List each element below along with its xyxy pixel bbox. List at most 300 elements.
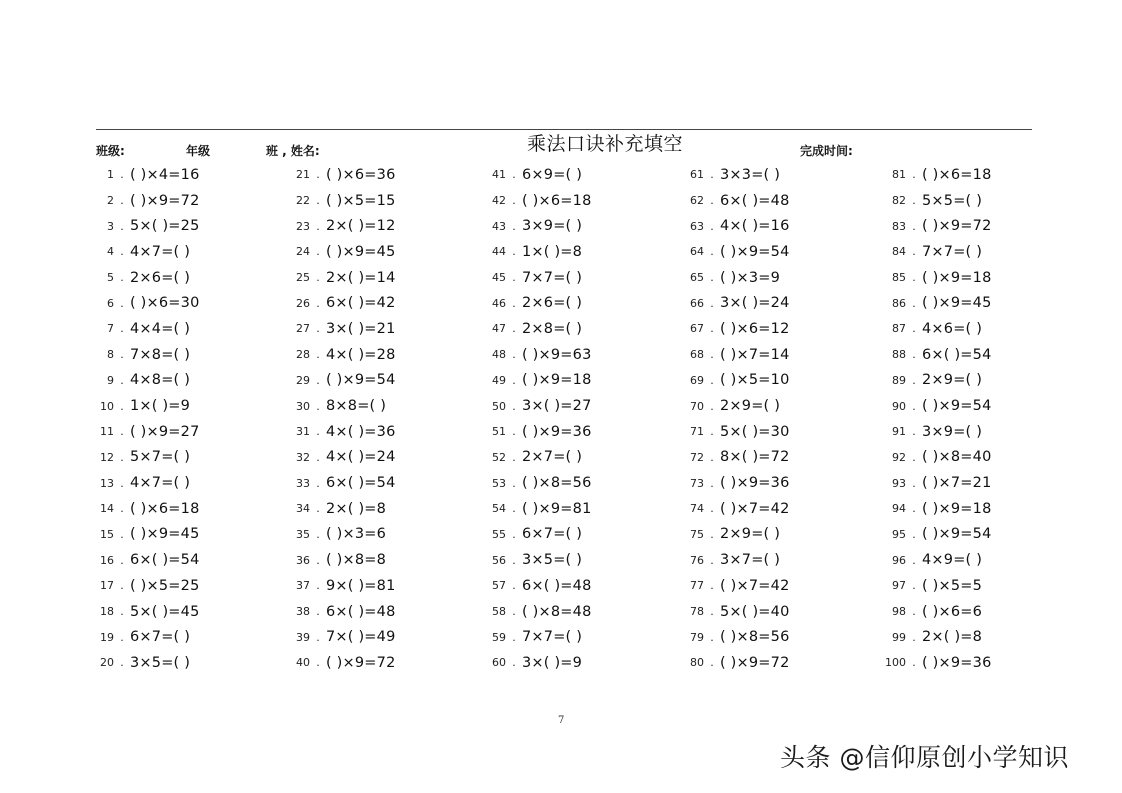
problem-number: 32: [296, 450, 310, 464]
problem-number-dot: .: [912, 579, 916, 593]
problem-expression: ( )×6=30: [130, 295, 200, 312]
problem-number-dot: .: [120, 245, 124, 259]
problem-number: 66: [690, 296, 704, 310]
problem-row: [96, 188, 286, 214]
problem-row: [482, 188, 672, 214]
problem-row: [96, 419, 286, 445]
name-label: 班 , 姓名:: [266, 144, 320, 158]
problem-row: [286, 547, 476, 573]
problem-number-dot: .: [316, 399, 320, 413]
problem-number-dot: .: [120, 348, 124, 362]
problem-expression: 2×( )=8: [326, 500, 387, 517]
problem-expression: 3×9=( ): [922, 423, 983, 440]
problem-row: [680, 445, 870, 471]
problem-row: [680, 496, 870, 522]
problem-number: 1: [107, 168, 114, 182]
problem-row: [876, 522, 1066, 548]
problem-row: [482, 547, 672, 573]
problem-row: [482, 650, 672, 676]
problem-number-dot: .: [512, 168, 516, 182]
problem-number: 60: [492, 656, 506, 670]
problem-expression: 3×5=( ): [522, 552, 583, 569]
problem-expression: ( )×9=54: [326, 372, 396, 389]
problem-number: 75: [690, 527, 704, 541]
problem-number-dot: .: [912, 476, 916, 490]
problem-number-dot: .: [912, 296, 916, 310]
problem-row: [680, 342, 870, 368]
problem-expression: ( )×9=18: [522, 372, 592, 389]
problem-number: 100: [885, 656, 906, 670]
problem-expression: ( )×9=72: [922, 218, 992, 235]
problem-expression: 3×( )=27: [522, 398, 592, 415]
problem-row: [876, 470, 1066, 496]
problem-number-dot: .: [316, 194, 320, 208]
problem-number-dot: .: [512, 322, 516, 336]
page-number: 7: [558, 715, 565, 726]
problem-number: 55: [492, 527, 506, 541]
problem-expression: ( )×9=81: [522, 500, 592, 517]
problem-expression: 1×( )=8: [522, 243, 583, 260]
problem-number-dot: .: [512, 194, 516, 208]
problem-number-dot: .: [316, 373, 320, 387]
problem-number: 72: [690, 450, 704, 464]
problem-row: [680, 624, 870, 650]
problem-number: 82: [892, 194, 906, 208]
problem-row: [680, 316, 870, 342]
problem-row: [96, 496, 286, 522]
problem-expression: 4×( )=16: [720, 218, 790, 235]
problem-expression: 2×7=( ): [522, 449, 583, 466]
problem-number-dot: .: [912, 348, 916, 362]
problem-expression: 7×7=( ): [522, 269, 583, 286]
problem-number: 22: [296, 194, 310, 208]
problem-row: [96, 162, 286, 188]
problem-number: 62: [690, 194, 704, 208]
problem-expression: ( )×8=48: [522, 603, 592, 620]
problem-number-dot: .: [710, 296, 714, 310]
problem-number-dot: .: [512, 296, 516, 310]
problem-number-dot: .: [912, 245, 916, 259]
problem-number: 57: [492, 579, 506, 593]
problem-row: [876, 265, 1066, 291]
problem-number-dot: .: [512, 399, 516, 413]
problem-number: 67: [690, 322, 704, 336]
problem-number-dot: .: [710, 605, 714, 619]
problem-number: 42: [492, 194, 506, 208]
problem-number: 95: [892, 527, 906, 541]
problem-number: 90: [892, 399, 906, 413]
problem-number-dot: .: [120, 579, 124, 593]
problem-row: [876, 547, 1066, 573]
problem-number-dot: .: [912, 502, 916, 516]
problem-number: 73: [690, 476, 704, 490]
problem-row: [286, 162, 476, 188]
problem-expression: 4×7=( ): [130, 243, 191, 260]
problem-expression: 3×( )=21: [326, 320, 396, 337]
problem-number: 7: [107, 322, 114, 336]
problem-number-dot: .: [512, 630, 516, 644]
problem-number: 45: [492, 271, 506, 285]
problem-row: [680, 650, 870, 676]
problem-row: [286, 445, 476, 471]
problem-number: 25: [296, 271, 310, 285]
problem-number: 83: [892, 219, 906, 233]
problem-number: 53: [492, 476, 506, 490]
problem-expression: 4×7=( ): [130, 475, 191, 492]
problem-number: 68: [690, 348, 704, 362]
problem-number-dot: .: [316, 296, 320, 310]
problem-number: 54: [492, 502, 506, 516]
problem-expression: 3×( )=9: [522, 654, 583, 671]
problem-number-dot: .: [120, 271, 124, 285]
problem-number: 24: [296, 245, 310, 259]
problem-number: 26: [296, 296, 310, 310]
problem-number-dot: .: [912, 373, 916, 387]
problem-row: [482, 265, 672, 291]
problem-expression: 8×( )=72: [720, 449, 790, 466]
problem-expression: ( )×9=45: [326, 243, 396, 260]
problem-number-dot: .: [912, 194, 916, 208]
problem-number-dot: .: [512, 476, 516, 490]
problem-expression: ( )×8=56: [522, 475, 592, 492]
problem-number: 36: [296, 553, 310, 567]
problem-expression: ( )×6=12: [720, 320, 790, 337]
problem-number: 37: [296, 579, 310, 593]
problem-row: [876, 342, 1066, 368]
problem-number-dot: .: [316, 322, 320, 336]
problem-expression: ( )×7=42: [720, 500, 790, 517]
problem-number-dot: .: [316, 245, 320, 259]
problem-expression: 2×9=( ): [720, 398, 781, 415]
problem-number: 28: [296, 348, 310, 362]
problem-number-dot: .: [316, 502, 320, 516]
problem-expression: 4×9=( ): [922, 552, 983, 569]
problem-number-dot: .: [912, 656, 916, 670]
problem-row: [96, 470, 286, 496]
problem-number-dot: .: [912, 527, 916, 541]
problem-expression: 4×4=( ): [130, 320, 191, 337]
problem-expression: ( )×9=54: [922, 398, 992, 415]
problem-number: 56: [492, 553, 506, 567]
problem-expression: 6×( )=48: [720, 192, 790, 209]
problem-expression: 6×( )=54: [326, 475, 396, 492]
class-label: 班级:: [96, 144, 125, 158]
problem-number-dot: .: [120, 656, 124, 670]
problem-row: [482, 316, 672, 342]
problem-expression: 2×( )=14: [326, 269, 396, 286]
problem-number: 43: [492, 219, 506, 233]
problem-row: [482, 393, 672, 419]
problem-row: [680, 213, 870, 239]
problem-number: 23: [296, 219, 310, 233]
problem-number-dot: .: [912, 605, 916, 619]
problem-number: 94: [892, 502, 906, 516]
problem-row: [680, 368, 870, 394]
problem-expression: 2×9=( ): [922, 372, 983, 389]
problem-row: [876, 368, 1066, 394]
problem-row: [876, 624, 1066, 650]
problem-number-dot: .: [710, 502, 714, 516]
problem-expression: 1×( )=9: [130, 398, 191, 415]
problem-number-dot: .: [710, 245, 714, 259]
problem-expression: ( )×6=18: [130, 500, 200, 517]
problem-expression: ( )×9=72: [326, 654, 396, 671]
problem-number-dot: .: [120, 194, 124, 208]
problem-expression: ( )×7=21: [922, 475, 992, 492]
problem-number: 86: [892, 296, 906, 310]
problem-number-dot: .: [120, 527, 124, 541]
problem-expression: ( )×6=6: [922, 603, 983, 620]
problem-row: [286, 624, 476, 650]
problem-number: 78: [690, 605, 704, 619]
problem-row: [876, 393, 1066, 419]
problem-number: 79: [690, 630, 704, 644]
problem-row: [680, 239, 870, 265]
problem-number-dot: .: [120, 399, 124, 413]
problem-row: [286, 522, 476, 548]
problem-number: 96: [892, 553, 906, 567]
problem-row: [96, 213, 286, 239]
problem-number: 88: [892, 348, 906, 362]
problem-row: [680, 522, 870, 548]
problem-row: [482, 573, 672, 599]
problem-expression: ( )×8=8: [326, 552, 387, 569]
problem-number-dot: .: [912, 450, 916, 464]
problem-number-dot: .: [912, 271, 916, 285]
completion-time-label: 完成时间:: [800, 144, 853, 158]
problem-row: [286, 496, 476, 522]
problem-number-dot: .: [710, 194, 714, 208]
problem-number: 76: [690, 553, 704, 567]
problem-number-dot: .: [512, 373, 516, 387]
problem-row: [96, 393, 286, 419]
problem-expression: 6×( )=48: [326, 603, 396, 620]
problem-number: 46: [492, 296, 506, 310]
problem-expression: 6×( )=42: [326, 295, 396, 312]
problem-number: 41: [492, 168, 506, 182]
problem-number-dot: .: [512, 605, 516, 619]
problem-number-dot: .: [710, 219, 714, 233]
problem-expression: ( )×9=54: [922, 526, 992, 543]
problem-expression: ( )×9=72: [720, 654, 790, 671]
problem-number-dot: .: [710, 399, 714, 413]
problem-expression: ( )×9=54: [720, 243, 790, 260]
problem-number: 9: [107, 373, 114, 387]
problem-row: [482, 239, 672, 265]
problem-expression: 6×7=( ): [130, 629, 191, 646]
problem-row: [482, 445, 672, 471]
problem-column-3: [482, 162, 672, 676]
problem-row: [680, 599, 870, 625]
problem-row: [286, 316, 476, 342]
problem-expression: 9×( )=81: [326, 577, 396, 594]
problem-expression: 4×6=( ): [922, 320, 983, 337]
problem-number-dot: .: [316, 348, 320, 362]
problem-number: 74: [690, 502, 704, 516]
problem-expression: 7×( )=49: [326, 629, 396, 646]
problem-number-dot: .: [120, 450, 124, 464]
problem-row: [286, 419, 476, 445]
problem-number: 15: [100, 527, 114, 541]
problem-number-dot: .: [120, 630, 124, 644]
problem-expression: ( )×5=5: [922, 577, 983, 594]
problem-number: 17: [100, 579, 114, 593]
problem-expression: 6×7=( ): [522, 526, 583, 543]
problem-row: [286, 290, 476, 316]
problem-number-dot: .: [316, 605, 320, 619]
problem-expression: 5×5=( ): [922, 192, 983, 209]
problem-expression: ( )×6=36: [326, 166, 396, 183]
problem-number: 91: [892, 425, 906, 439]
problem-number-dot: .: [120, 605, 124, 619]
problem-number: 2: [107, 194, 114, 208]
problem-number: 49: [492, 373, 506, 387]
problem-number-dot: .: [710, 373, 714, 387]
problem-row: [96, 547, 286, 573]
problem-number-dot: .: [316, 168, 320, 182]
problem-row: [96, 650, 286, 676]
problem-number-dot: .: [512, 502, 516, 516]
problem-number-dot: .: [120, 322, 124, 336]
problem-row: [482, 496, 672, 522]
problem-number-dot: .: [120, 373, 124, 387]
problem-row: [680, 162, 870, 188]
problem-number: 29: [296, 373, 310, 387]
problem-row: [286, 470, 476, 496]
problem-number-dot: .: [512, 579, 516, 593]
problem-number-dot: .: [512, 553, 516, 567]
problem-expression: 6×( )=48: [522, 577, 592, 594]
problem-row: [876, 496, 1066, 522]
problem-number: 3: [107, 219, 114, 233]
problem-row: [96, 368, 286, 394]
problem-number-dot: .: [316, 425, 320, 439]
problem-number-dot: .: [512, 450, 516, 464]
problem-expression: ( )×7=42: [720, 577, 790, 594]
problem-row: [482, 290, 672, 316]
problem-number: 38: [296, 605, 310, 619]
problem-number-dot: .: [512, 425, 516, 439]
grade-label: 年级: [186, 144, 211, 158]
problem-number: 19: [100, 630, 114, 644]
problem-expression: 5×7=( ): [130, 449, 191, 466]
problem-expression: ( )×9=36: [922, 654, 992, 671]
problem-expression: ( )×8=56: [720, 629, 790, 646]
problem-number: 70: [690, 399, 704, 413]
problem-row: [96, 290, 286, 316]
problem-number-dot: .: [316, 630, 320, 644]
problem-column-4: [680, 162, 870, 676]
problem-expression: 2×9=( ): [720, 526, 781, 543]
problem-expression: ( )×6=18: [522, 192, 592, 209]
problem-number-dot: .: [710, 168, 714, 182]
problem-row: [482, 624, 672, 650]
problem-number-dot: .: [710, 425, 714, 439]
problem-expression: 4×8=( ): [130, 372, 191, 389]
problem-number: 5: [107, 271, 114, 285]
worksheet-title: 乘法口诀补充填空: [527, 133, 684, 155]
problem-number-dot: .: [120, 502, 124, 516]
problem-row: [96, 599, 286, 625]
problem-number-dot: .: [912, 553, 916, 567]
problem-number: 39: [296, 630, 310, 644]
problem-expression: 3×7=( ): [720, 552, 781, 569]
problem-number-dot: .: [710, 348, 714, 362]
problem-number: 20: [100, 656, 114, 670]
problem-number-dot: .: [512, 656, 516, 670]
problem-number-dot: .: [912, 425, 916, 439]
problem-expression: ( )×3=9: [720, 269, 781, 286]
problem-expression: ( )×9=45: [922, 295, 992, 312]
problem-number-dot: .: [512, 527, 516, 541]
problem-row: [482, 419, 672, 445]
problem-row: [680, 393, 870, 419]
problem-expression: 7×8=( ): [130, 346, 191, 363]
problem-number-dot: .: [120, 425, 124, 439]
problem-number: 51: [492, 425, 506, 439]
problem-number-dot: .: [316, 450, 320, 464]
problem-number: 48: [492, 348, 506, 362]
problem-number: 16: [100, 553, 114, 567]
problem-expression: 5×( )=30: [720, 423, 790, 440]
problem-number: 69: [690, 373, 704, 387]
problem-row: [680, 573, 870, 599]
problem-number-dot: .: [512, 245, 516, 259]
problem-row: [482, 470, 672, 496]
problem-number-dot: .: [912, 399, 916, 413]
problem-expression: 3×( )=24: [720, 295, 790, 312]
problem-number: 11: [100, 425, 114, 439]
problem-expression: 2×8=( ): [522, 320, 583, 337]
problem-row: [680, 419, 870, 445]
problem-number: 71: [690, 425, 704, 439]
problem-number-dot: .: [710, 579, 714, 593]
problem-number-dot: .: [316, 656, 320, 670]
problem-number: 81: [892, 168, 906, 182]
problem-number: 84: [892, 245, 906, 259]
problem-row: [876, 239, 1066, 265]
problem-expression: 6×( )=54: [922, 346, 992, 363]
problem-number: 27: [296, 322, 310, 336]
problem-number-dot: .: [912, 168, 916, 182]
problem-expression: ( )×4=16: [130, 166, 200, 183]
problem-number: 34: [296, 502, 310, 516]
problem-number-dot: .: [710, 322, 714, 336]
problem-number: 47: [492, 322, 506, 336]
problem-number: 13: [100, 476, 114, 490]
problem-expression: ( )×9=45: [130, 526, 200, 543]
problem-number-dot: .: [120, 219, 124, 233]
problem-column-5: [876, 162, 1066, 676]
problem-number: 4: [107, 245, 114, 259]
problem-number: 92: [892, 450, 906, 464]
problem-number-dot: .: [710, 527, 714, 541]
problem-number: 93: [892, 476, 906, 490]
problem-row: [876, 162, 1066, 188]
problem-expression: ( )×9=27: [130, 423, 200, 440]
problem-number: 35: [296, 527, 310, 541]
problem-number-dot: .: [512, 219, 516, 233]
problem-number: 30: [296, 399, 310, 413]
problem-row: [876, 599, 1066, 625]
problem-number: 33: [296, 476, 310, 490]
problem-row: [96, 239, 286, 265]
problem-number-dot: .: [512, 348, 516, 362]
problem-row: [286, 393, 476, 419]
problem-expression: ( )×9=72: [130, 192, 200, 209]
problem-number: 89: [892, 373, 906, 387]
problem-expression: 2×6=( ): [130, 269, 191, 286]
